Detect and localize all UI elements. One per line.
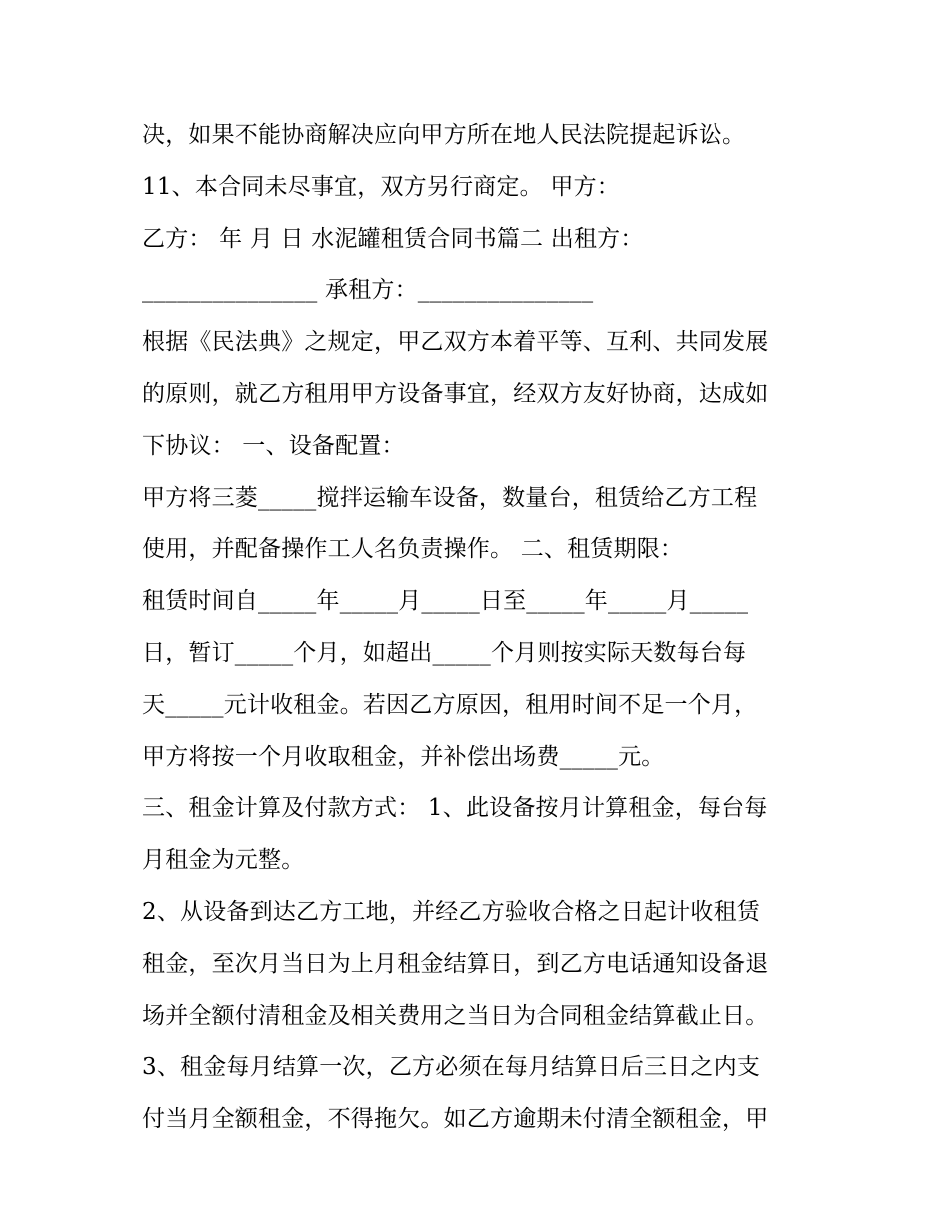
text-line-5: 根据《民法典》之规定，甲乙双方本着平等、互利、共同发展 — [142, 329, 769, 356]
text-line-16: 2、从设备到达乙方工地，并经乙方验收合格之日起计收租赁 — [142, 898, 761, 925]
text-line-10: 租赁时间自_____年_____月_____日至_____年_____月_____ — [142, 588, 749, 615]
text-line-9: 使用，并配备操作工人名负责操作。 二、租赁期限： — [142, 536, 684, 563]
text-line-17: 租金，至次月当日为上月租金结算日，到乙方电话通知设备退 — [142, 950, 769, 977]
text-line-12: 天_____元计收租金。若因乙方原因，租用时间不足一个月， — [142, 691, 758, 718]
text-line-6: 的原则，就乙方租用甲方设备事宜，经双方友好协商，达成如 — [142, 380, 769, 407]
text-line-4: _______________ 承租方：_______________ — [142, 277, 594, 304]
text-line-13: 甲方将按一个月收取租金，并补偿出场费_____元。 — [142, 743, 665, 770]
text-line-18: 场并全额付清租金及相关费用之当日为合同租金结算截止日。 — [142, 1002, 769, 1029]
text-line-3: 乙方： 年 月 日 水泥罐租赁合同书篇二 出租方： — [142, 225, 644, 252]
text-line-14: 三、租金计算及付款方式： 1、此设备按月计算租金，每台每 — [142, 795, 768, 822]
text-line-11: 日，暂订_____个月，如超出_____个月则按实际天数每台每 — [142, 639, 747, 666]
text-line-19: 3、租金每月结算一次，乙方必须在每月结算日后三日之内支 — [142, 1054, 761, 1081]
text-line-2: 11、本合同未尽事宜，双方另行商定。 甲方： — [142, 173, 620, 200]
text-line-8: 甲方将三菱_____搅拌运输车设备，数量台，租赁给乙方工程 — [142, 484, 758, 511]
text-line-7: 下协议： 一、设备配置： — [142, 432, 405, 459]
text-line-15: 月租金为元整。 — [142, 847, 305, 874]
text-line-1: 决，如果不能协商解决应向甲方所在地人民法院提起诉讼。 — [142, 122, 746, 148]
text-line-20: 付当月全额租金，不得拖欠。如乙方逾期未付清全额租金，甲 — [142, 1106, 769, 1133]
document-body — [142, 110, 822, 1146]
